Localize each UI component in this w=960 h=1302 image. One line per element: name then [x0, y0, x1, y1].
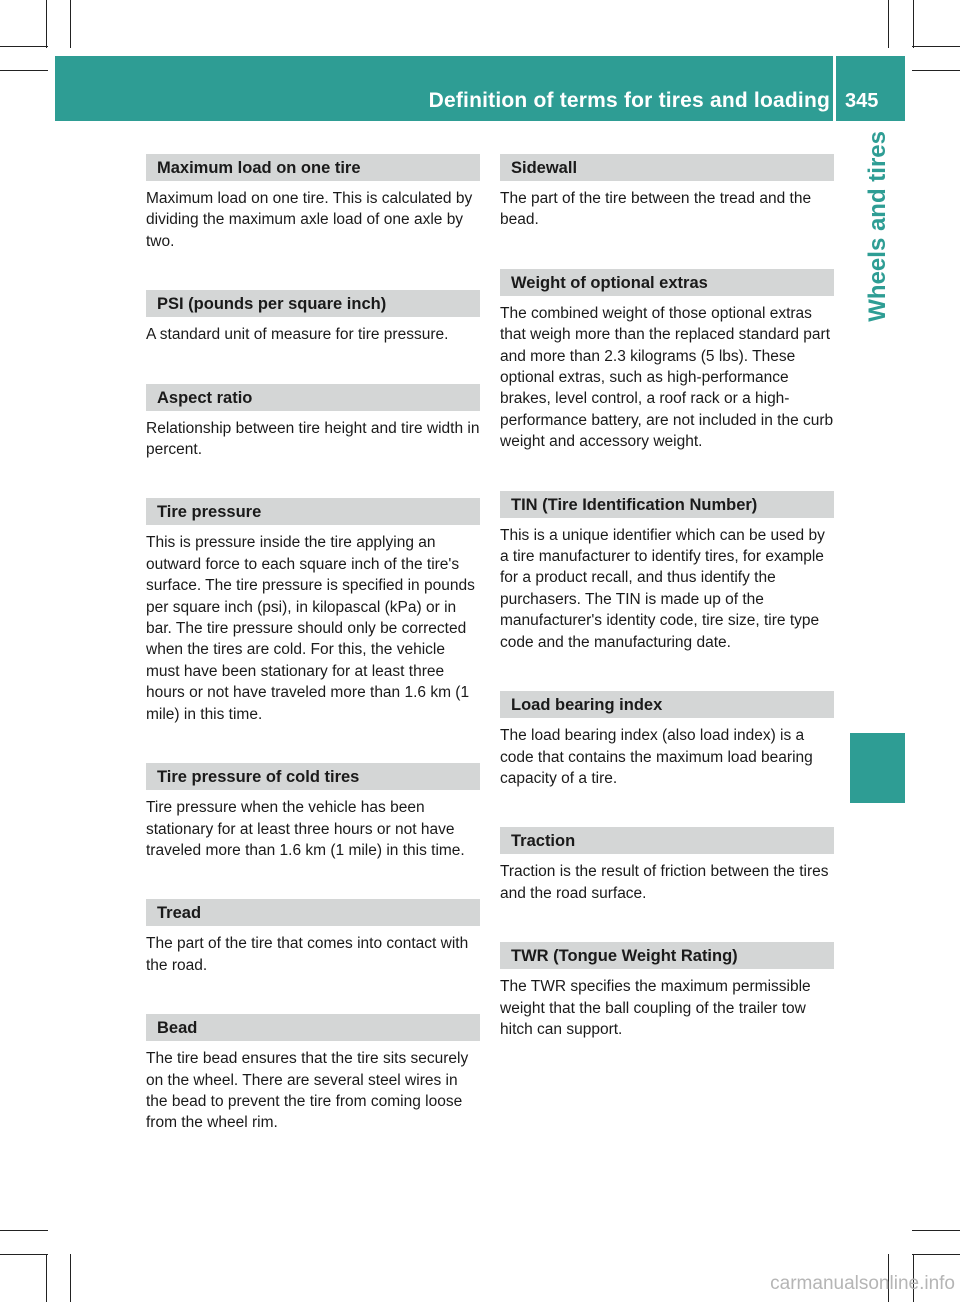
crop-mark — [912, 1254, 960, 1255]
definition-section — [146, 384, 480, 461]
definition-text: Tire pressure when the vehicle has been stationary for at least three hours or not have traveled more than 1.6 km (1 mile) in this time. — [146, 799, 465, 859]
definition-text: A standard unit of measure for tire pressure. — [146, 326, 449, 344]
page-number: 345 — [845, 90, 879, 112]
crop-mark — [0, 70, 48, 71]
definition-section — [500, 154, 834, 231]
definition-section — [500, 269, 834, 453]
crop-mark — [912, 46, 960, 47]
header-divider — [833, 56, 836, 121]
definition-section — [146, 290, 480, 345]
definition-text: The part of the tire between the tread and the bead. — [500, 190, 812, 229]
right-column — [500, 154, 834, 1078]
definition-section — [146, 763, 480, 861]
definition-section — [146, 1014, 480, 1134]
crop-mark — [0, 1230, 48, 1231]
crop-mark — [46, 0, 47, 48]
definition-section — [146, 899, 480, 976]
watermark: carmanualsonline.info — [770, 1273, 955, 1294]
chapter-tab — [850, 121, 905, 721]
definition-section — [146, 154, 480, 252]
definition-text: The combined weight of those optional extras that weigh more than the replaced standard part and more than 2.3 kilograms (5 lbs). These optional extras, such as high-performance brakes, level control, a roof rack or a high-performance battery, are not included in the curb weight and accessory weight. — [500, 304, 834, 451]
definition-heading: Aspect ratio — [146, 384, 480, 411]
crop-mark — [888, 0, 889, 48]
definition-text: Traction is the result of friction between the tires and the road surface. — [500, 863, 829, 902]
definition-text: Maximum load on one tire. This is calculated by dividing the maximum axle load of one axle by two. — [146, 190, 473, 250]
definition-heading: TIN (Tire Identification Number) — [500, 491, 834, 518]
page-header — [55, 56, 905, 121]
page-title: Definition of terms for tires and loading — [428, 89, 830, 112]
definition-heading: Sidewall — [500, 154, 834, 181]
crop-mark — [0, 1254, 48, 1255]
definition-heading: Bead — [146, 1014, 480, 1041]
chapter-marker — [850, 733, 905, 803]
crop-mark — [70, 0, 71, 48]
definition-heading: Load bearing index — [500, 691, 834, 718]
definition-text: This is pressure inside the tire applying an outward force to each square inch of the tire's surface. The tire pressure is specified in pounds per square inch (psi), in kilopascal (kPa) or in bar. The tire pressure should only be corrected when the tires are cold. For this, the vehicle must have been stationary for at least three hours or not have traveled more than 1.6 km (1 mile) in this time. — [146, 534, 475, 723]
definition-text: This is a unique identifier which can be used by a tire manufacturer to identify tires, for example for a product recall, and thus identify the purchasers. The TIN is made up of the manufacturer's identity code, tire size, tire type code and the manufacturing date. — [500, 526, 825, 651]
definition-text: The part of the tire that comes into contact with the road. — [146, 935, 469, 974]
definition-heading: PSI (pounds per square inch) — [146, 290, 480, 317]
definition-section — [146, 498, 480, 725]
crop-mark — [0, 46, 48, 47]
crop-mark — [912, 1230, 960, 1231]
definition-heading: Tire pressure — [146, 498, 480, 525]
definition-heading: Maximum load on one tire — [146, 154, 480, 181]
definition-text: Relationship between tire height and tire width in percent. — [146, 419, 480, 459]
definition-section — [500, 691, 834, 789]
definition-heading: TWR (Tongue Weight Rating) — [500, 942, 834, 969]
left-column — [146, 154, 480, 1172]
definition-text: The load bearing index (also load index) is a code that contains the maximum load bearing capacity of a tire. — [500, 727, 813, 787]
definition-text: The TWR specifies the maximum permissible weight that the ball coupling of the trailer tow hitch can support. — [500, 978, 811, 1038]
crop-mark — [912, 70, 960, 71]
crop-mark — [70, 1254, 71, 1302]
definition-heading: Tire pressure of cold tires — [146, 763, 480, 790]
definition-heading: Tread — [146, 899, 480, 926]
definition-heading: Traction — [500, 827, 834, 854]
definition-section — [500, 942, 834, 1040]
crop-mark — [913, 0, 914, 48]
definition-text: The tire bead ensures that the tire sits securely on the wheel. There are several steel wires in the bead to prevent the tire from coming loose from the wheel rim. — [146, 1050, 469, 1132]
chapter-tab-label: Wheels and tires — [864, 131, 891, 322]
definition-heading: Weight of optional extras — [500, 269, 834, 296]
definition-section — [500, 827, 834, 904]
crop-mark — [46, 1254, 47, 1302]
definition-section — [500, 491, 834, 653]
